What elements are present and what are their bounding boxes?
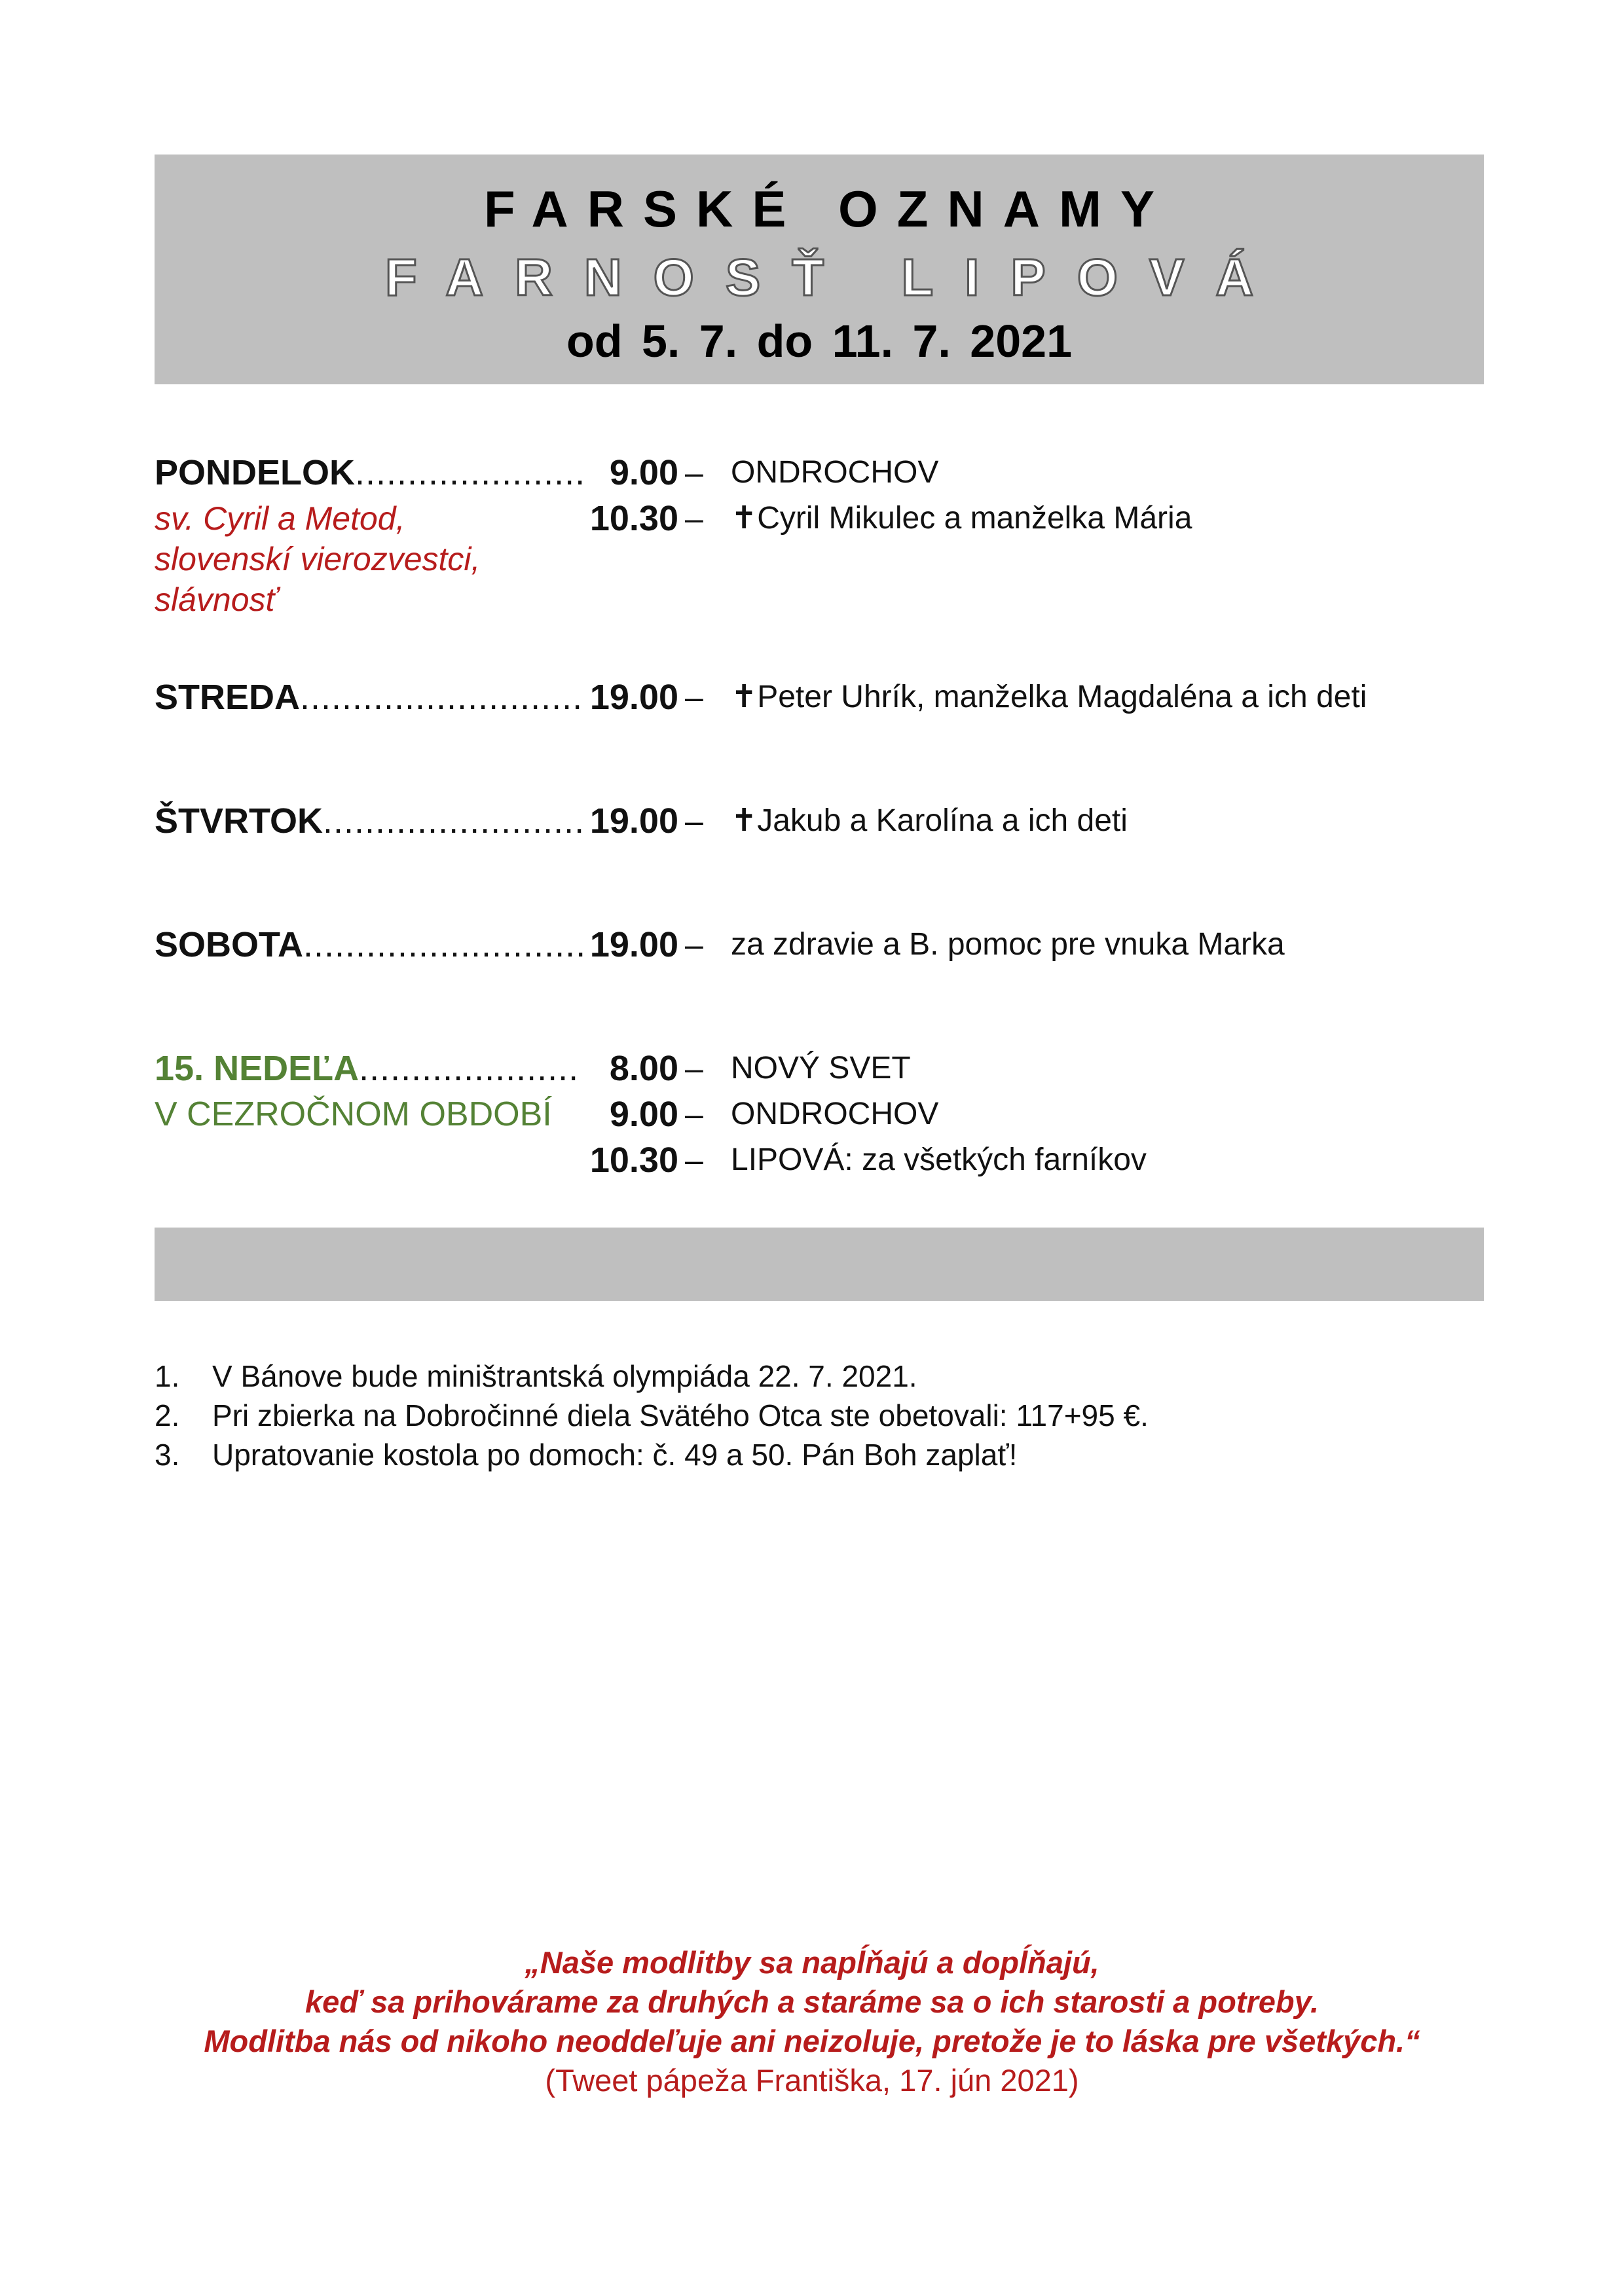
closing-quote xyxy=(0,1943,1624,2100)
day-name: ŠTVRTOK......................... xyxy=(155,801,585,841)
feast-line: slovenskí vierozvestci, xyxy=(155,541,481,577)
dash: – xyxy=(685,679,703,716)
notice-text: Pri zbierka na Dobročinné diela Svätého Otca ste obetovali: 117+95 €. xyxy=(212,1398,1149,1432)
dash: – xyxy=(685,926,703,963)
page-title: FARSKÉ OZNAMY xyxy=(483,180,1174,238)
mass-time: 9.00 xyxy=(609,1095,678,1134)
notice-text: Upratovanie kostola po domoch: č. 49 a 50. Pán Boh zaplať! xyxy=(212,1438,1018,1472)
liturgical-season: V CEZROČNOM OBDOBÍ xyxy=(155,1095,552,1133)
leader-dots: ......................... xyxy=(323,801,585,841)
mass-time: 9.00 xyxy=(609,453,678,492)
day-name: 15. NEDEĽA..................... xyxy=(155,1049,580,1088)
dash: – xyxy=(685,1050,703,1087)
notice-text: V Bánove bude miništrantská olympiáda 22. 7. 2021. xyxy=(212,1359,917,1393)
mass-time: 19.00 xyxy=(589,801,678,841)
mass-time: 10.30 xyxy=(589,499,678,538)
list-number: 3. xyxy=(155,1438,180,1472)
quote-line: keď sa prihovárame za druhých a staráme sa o ich starosti a potreby. xyxy=(304,1984,1320,2019)
mass-time: 19.00 xyxy=(589,925,678,964)
day-name: SOBOTA........................... xyxy=(155,925,587,964)
list-number: 2. xyxy=(155,1398,180,1432)
mass-time: 8.00 xyxy=(609,1049,678,1088)
leader-dots: ...................... xyxy=(355,453,586,492)
mass-intention: ✝Jakub a Karolína a ich deti xyxy=(731,803,1128,838)
date-range: od 5. 7. do 11. 7. 2021 xyxy=(566,316,1073,367)
dash: – xyxy=(685,803,703,839)
mass-intention: za zdravie a B. pomoc pre vnuka Marka xyxy=(731,927,1285,962)
dash: – xyxy=(685,1096,703,1133)
list-number: 1. xyxy=(155,1359,180,1393)
dash: – xyxy=(685,1142,703,1178)
dash: – xyxy=(685,454,703,491)
day-name: STREDA........................... xyxy=(155,678,583,717)
leader-dots: ........................... xyxy=(303,925,587,964)
dash: – xyxy=(685,500,703,537)
parish-name: FARNOSŤ LIPOVÁ xyxy=(384,248,1285,306)
header-banner xyxy=(155,155,1484,384)
mass-intention: ONDROCHOV xyxy=(731,1097,939,1131)
mass-intention: ✝Peter Uhrík, manželka Magdaléna a ich deti xyxy=(731,680,1367,714)
mass-time: 19.00 xyxy=(589,678,678,717)
quote-line: Modlitba nás od nikoho neoddeľuje ani neizoluje, pretože je to láska pre všetkých.“ xyxy=(204,2024,1420,2058)
mass-intention: ONDROCHOV xyxy=(731,455,939,490)
mass-time: 10.30 xyxy=(589,1140,678,1180)
quote-source: (Tweet pápeža Františka, 17. jún 2021) xyxy=(545,2063,1079,2098)
section-divider-bar xyxy=(155,1228,1484,1301)
mass-intention: LIPOVÁ: za všetkých farníkov xyxy=(731,1142,1147,1177)
leader-dots: ........................... xyxy=(300,678,583,717)
feast-line: sv. Cyril a Metod, xyxy=(155,500,405,537)
mass-intention: NOVÝ SVET xyxy=(731,1051,911,1085)
quote-line: „Naše modlitby sa napĺňajú a dopĺňajú, xyxy=(525,1945,1099,1980)
leader-dots: ..................... xyxy=(359,1049,580,1088)
day-name: PONDELOK...................... xyxy=(155,453,586,492)
feast-line: slávnosť xyxy=(155,581,278,618)
mass-intention: ✝Cyril Mikulec a manželka Mária xyxy=(731,501,1192,536)
